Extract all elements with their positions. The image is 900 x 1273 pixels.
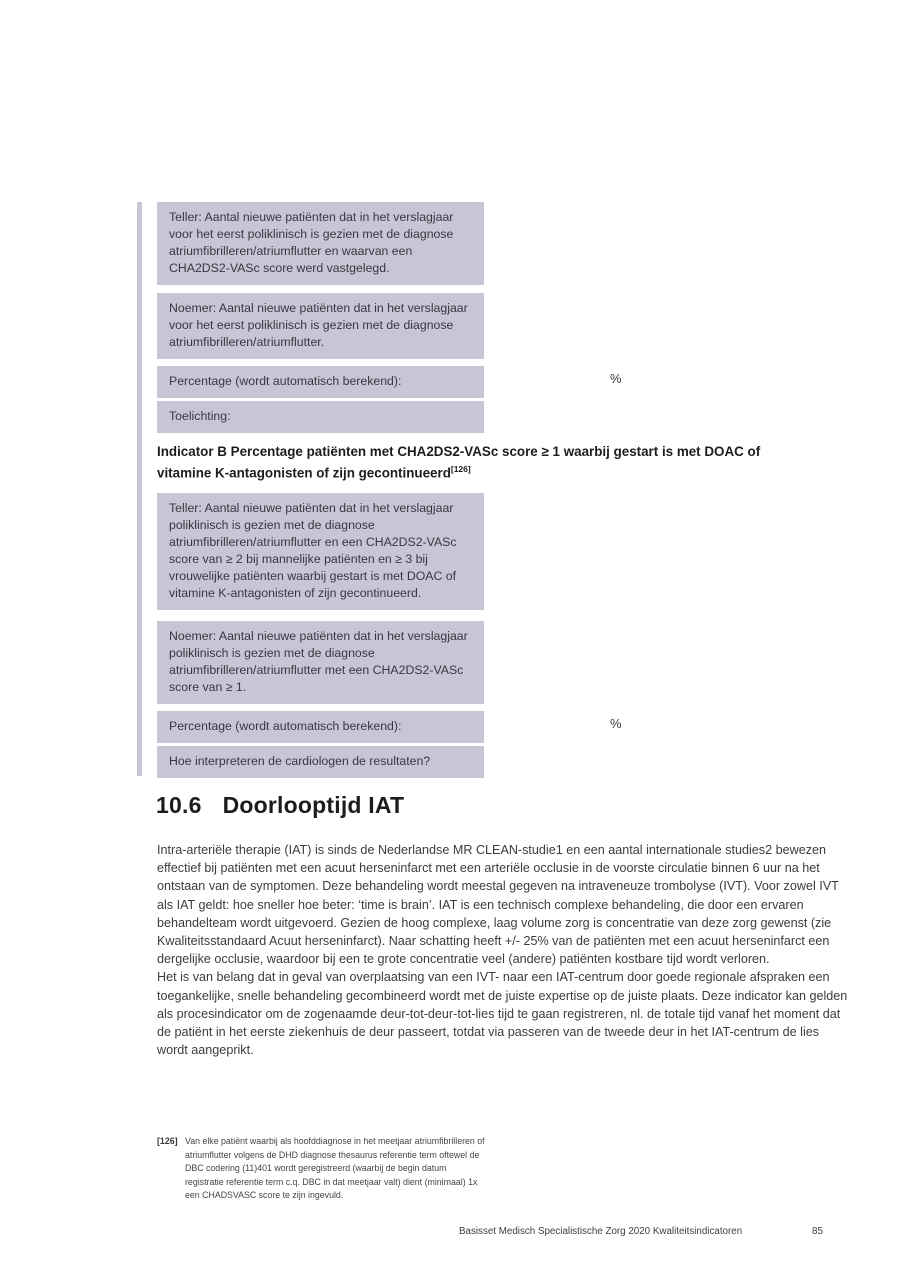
indicator-b-percentage-label: Percentage (wordt automatisch berekend): xyxy=(169,719,402,733)
indicator-b-noemer-box xyxy=(157,621,484,704)
section-accent-bar xyxy=(137,202,142,776)
indicator-a-percentage-label: Percentage (wordt automatisch berekend): xyxy=(169,374,402,388)
body-paragraph-1: Intra-arteriële therapie (IAT) is sinds de Nederlandse MR CLEAN-studie1 en een aantal internationale studies2 bewezen effectief bij patiënten met een acuut herseninfarct met een arteriële occlusie in de voorste circulatie binnen 6 uur na het ontstaan van de symptomen. Deze behandeling wordt meestal gegeven na intraveneuze trombolyse (IVT). Voor zowel IVT als IAT geldt: hoe sneller hoe beter: ‘time is brain’. IAT is een technisch complexe behandeling, die door een ervaren behandelteam wordt uitgevoerd. Gezien de hoog complexe, laag volume zorg is concentratie van deze zorg gewenst (zie Kwaliteitsstandaard Acuut herseninfarct). Naar schatting heeft +/- 25% van de patiënten met een acuut herseninfarct een dergelijke occlusie, waardoor bij een te grote concentratie veel (andere) patiënten kostbare tijd wordt verloren. xyxy=(157,843,839,967)
indicator-b-percentage-box xyxy=(157,711,484,743)
indicator-a-percentage-box xyxy=(157,366,484,398)
indicator-b-interpretatie-box xyxy=(157,746,484,778)
indicator-b-heading xyxy=(157,443,762,481)
footer-page-number: 85 xyxy=(812,1226,823,1237)
section-title: Doorlooptijd IAT xyxy=(222,792,405,818)
section-number: 10.6 xyxy=(156,792,202,818)
indicator-b-heading-text: Indicator B Percentage patiënten met CHA2DS2-VASc score ≥ 1 waarbij gestart is met DOAC of vitamine K-antagonisten of zijn gecontinueerd xyxy=(157,444,761,480)
indicator-b-interpretatie-label: Hoe interpreteren de cardiologen de resultaten? xyxy=(169,754,431,768)
indicator-b-percentage-unit: % xyxy=(610,716,622,731)
indicator-a-teller-text: Teller: Aantal nieuwe patiënten dat in het verslagjaar voor het eerst poliklinisch is gezien met de diagnose atriumfibrilleren/atriumflutter en waarvan een CHA2DS2-VASc score werd vastgelegd. xyxy=(169,210,454,275)
indicator-a-noemer-box xyxy=(157,293,484,359)
footnote-marker: [126] xyxy=(157,1136,178,1146)
indicator-b-noemer-text: Noemer: Aantal nieuwe patiënten dat in het verslagjaar poliklinisch is gezien met de diagnose atriumfibrilleren/atriumflutter met een CHA2DS2-VASc score van ≥ 1. xyxy=(169,629,468,694)
body-paragraph-2: Het is van belang dat in geval van overplaatsing van een IVT- naar een IAT-centrum door goede regionale afspraken een toegankelijke, snelle behandeling gecombineerd wordt met de juiste expertise op de juiste plaats. Deze indicator kan gelden als procesindicator om de zogenaamde deur-tot-deur-tot-lies tijd te gaan registreren, nl. de totale tijd vanaf het moment dat de patiënt in het eerste ziekenhuis de deur passeert, totdat via passeren van de tweede deur in het IAT-centrum de lies wordt aangeprikt. xyxy=(157,970,848,1058)
indicator-b-teller-text: Teller: Aantal nieuwe patiënten dat in het verslagjaar poliklinisch is gezien met de diagnose atriumfibrilleren/atriumflutter en een CHA2DS2-VASc score van ≥ 2 bij mannelijke patiënten en ≥ 3 bij vrouwelijke patiënten waarbij gestart is met DOAC of vitamine K-antagonisten of zijn gecontinueerd. xyxy=(169,501,457,600)
indicator-a-toelichting-label: Toelichting: xyxy=(169,409,231,423)
footnote-text: Van elke patiënt waarbij als hoofddiagnose in het meetjaar atriumfibrilleren of atriumflutter volgens de DHD diagnose thesaurus referentie term oftewel de DBC codering (11)401 wordt geregistreerd (waarbij de begin datum registratie referentie term c.q. DBC in dat meetjaar valt) dient (minimaal) 1x een CHADSVASC score te zijn ingevuld. xyxy=(185,1136,485,1201)
indicator-a-percentage-unit: % xyxy=(610,371,622,386)
indicator-a-teller-box xyxy=(157,202,484,285)
indicator-b-teller-box xyxy=(157,493,484,610)
footnote-126 xyxy=(157,1135,497,1203)
footnote-reference-126: [126] xyxy=(450,463,471,474)
indicator-a-toelichting-box xyxy=(157,401,484,433)
indicator-a-noemer-text: Noemer: Aantal nieuwe patiënten dat in het verslagjaar voor het eerst poliklinisch is gezien met de diagnose atriumfibrilleren/atriumflutter. xyxy=(169,301,468,349)
section-heading xyxy=(156,792,404,819)
footer-title: Basisset Medisch Specialistische Zorg 2020 Kwaliteitsindicatoren xyxy=(459,1226,743,1237)
section-body xyxy=(157,841,849,1059)
